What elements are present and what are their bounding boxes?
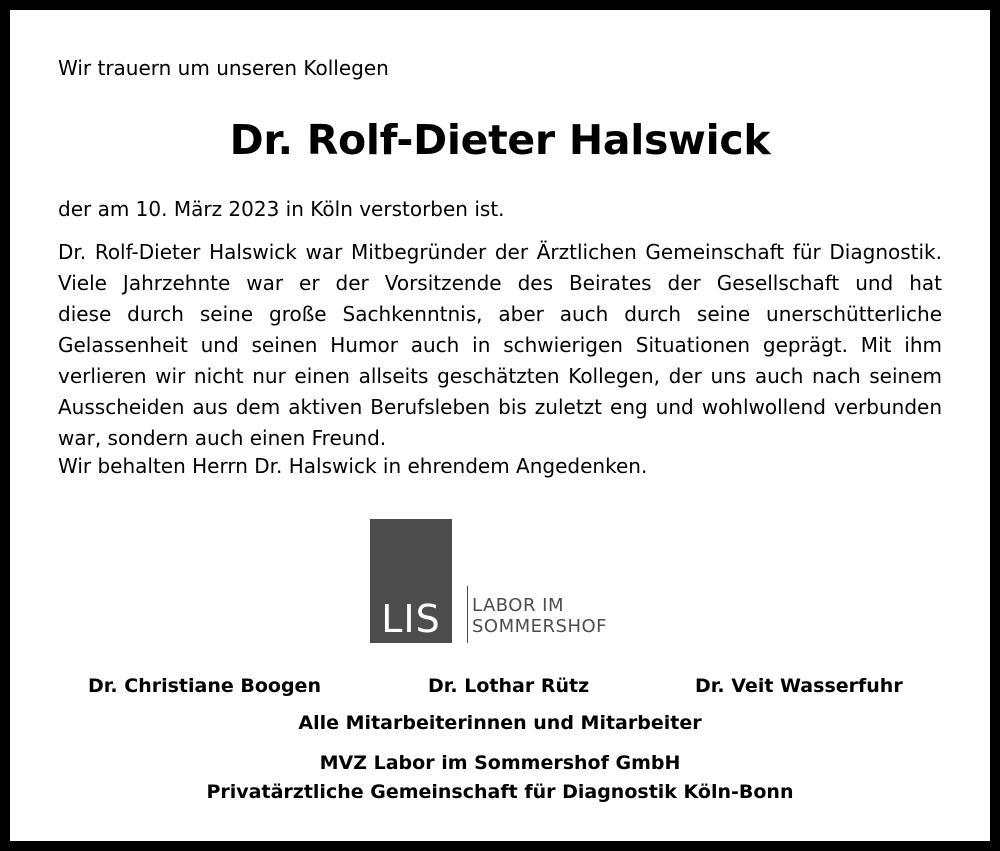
lis-logo-mark xyxy=(370,519,452,643)
signatory-name: Dr. Christiane Boogen xyxy=(88,675,321,697)
intro-text: Wir trauern um unseren Kollegen xyxy=(58,56,389,80)
signatory-name: Dr. Veit Wasserfuhr xyxy=(695,675,903,697)
death-line: der am 10. März 2023 in Köln verstorben ist. xyxy=(58,197,505,221)
signatory-name: Dr. Lothar Rütz xyxy=(428,675,590,697)
tribute-line: war, sondern auch einen Freund. xyxy=(58,426,387,450)
tribute-line: Ausscheiden aus dem aktiven Berufsleben bis zuletzt eng und wohlwollend verbunden xyxy=(58,395,942,419)
logo-divider xyxy=(467,586,468,643)
logo-line-2: SOMMERSHOF xyxy=(472,616,608,637)
logo-mark-text: LIS xyxy=(381,597,441,641)
tribute-line: Viele Jahrzehnte war er der Vorsitzende des Beirates der Gesellschaft und hat xyxy=(58,271,942,295)
tribute-paragraph xyxy=(58,237,942,454)
deceased-name: Dr. Rolf-Dieter Halswick xyxy=(229,116,771,164)
staff-line: Alle Mitarbeiterinnen und Mitarbeiter xyxy=(298,712,702,734)
tribute-line: Gelassenheit und seinen Humor auch in schwierigen Situationen geprägt. Mit ihm xyxy=(58,333,942,357)
tribute-line: verlieren wir nicht nur einen allseits geschätzten Kollegen, der uns auch nach seinem xyxy=(58,364,942,388)
community-name: Privatärztliche Gemeinschaft für Diagnostik Köln-Bonn xyxy=(206,781,794,803)
closing-text: Wir behalten Herrn Dr. Halswick in ehrendem Angedenken. xyxy=(58,454,648,478)
tribute-line: diese durch seine große Sachkenntnis, aber auch durch seine unerschütterliche xyxy=(58,302,942,326)
logo-line-1: LABOR IM xyxy=(472,595,565,616)
company-name: MVZ Labor im Sommershof GmbH xyxy=(319,752,681,774)
tribute-line: Dr. Rolf-Dieter Halswick war Mitbegründer der Ärztlichen Gemeinschaft für Diagnostik. xyxy=(58,240,942,264)
